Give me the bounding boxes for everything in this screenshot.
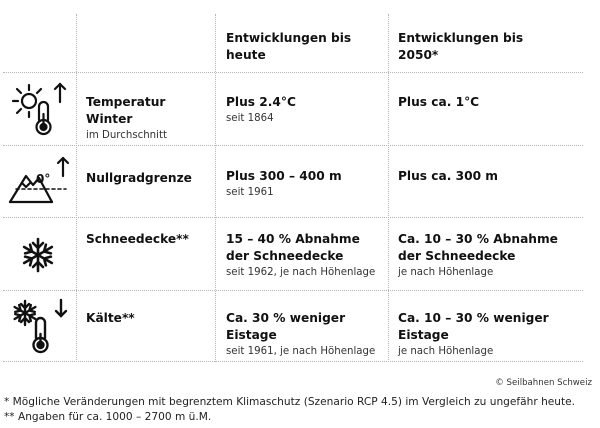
today-value: Plus 2.4°C	[226, 95, 296, 109]
row-divider	[3, 290, 583, 291]
header-2050: Entwicklungen bis 2050*	[398, 31, 524, 62]
row-label: Schneedecke**	[86, 232, 189, 246]
today-note: seit 1864	[226, 113, 274, 124]
column-divider	[388, 14, 389, 362]
today-note: seit 1961, je nach Höhenlage	[226, 346, 376, 357]
snowflake-thermometer-icon	[8, 296, 72, 358]
today-value: Plus 300 – 400 m	[226, 169, 342, 183]
footnote: * Mögliche Veränderungen mit begrenztem Klimaschutz (Szenario RCP 4.5) im Vergleich zu ungefähr heute.	[4, 396, 576, 408]
today-value: 15 – 40 % Abnahme der Schneedecke	[226, 232, 360, 263]
today-note: seit 1961	[226, 187, 274, 198]
row-sublabel: im Durchschnitt	[86, 130, 167, 141]
today-note: seit 1962, je nach Höhenlage	[226, 267, 376, 278]
future-value: Plus ca. 1°C	[398, 95, 480, 109]
copyright: © Seilbahnen Schweiz	[495, 378, 592, 388]
future-note: je nach Höhenlage	[398, 346, 494, 357]
header-today: Entwicklungen bis heute	[226, 31, 352, 62]
future-value: Plus ca. 300 m	[398, 169, 498, 183]
column-divider	[215, 14, 216, 362]
sun-thermometer-icon	[8, 80, 70, 138]
future-note: je nach Höhenlage	[398, 267, 494, 278]
today-value: Ca. 30 % weniger Eistage	[226, 311, 346, 342]
footnote: ** Angaben für ca. 1000 – 2700 m ü.M.	[4, 411, 212, 423]
row-divider	[3, 72, 583, 73]
column-divider	[76, 14, 77, 362]
row-divider	[3, 217, 583, 218]
row-divider	[3, 145, 583, 146]
row-label: Kälte**	[86, 311, 135, 325]
row-label: Nullgradgrenze	[86, 171, 192, 185]
future-value: Ca. 10 – 30 % Abnahme der Schneedecke	[398, 232, 558, 263]
svg-text:0°: 0°	[36, 172, 51, 186]
row-divider	[3, 361, 583, 362]
mountain-zero-degree-icon	[6, 152, 72, 208]
future-value: Ca. 10 – 30 % weniger Eistage	[398, 311, 549, 342]
snowflake-icon	[20, 236, 56, 274]
row-label: Temperatur Winter	[86, 95, 166, 126]
